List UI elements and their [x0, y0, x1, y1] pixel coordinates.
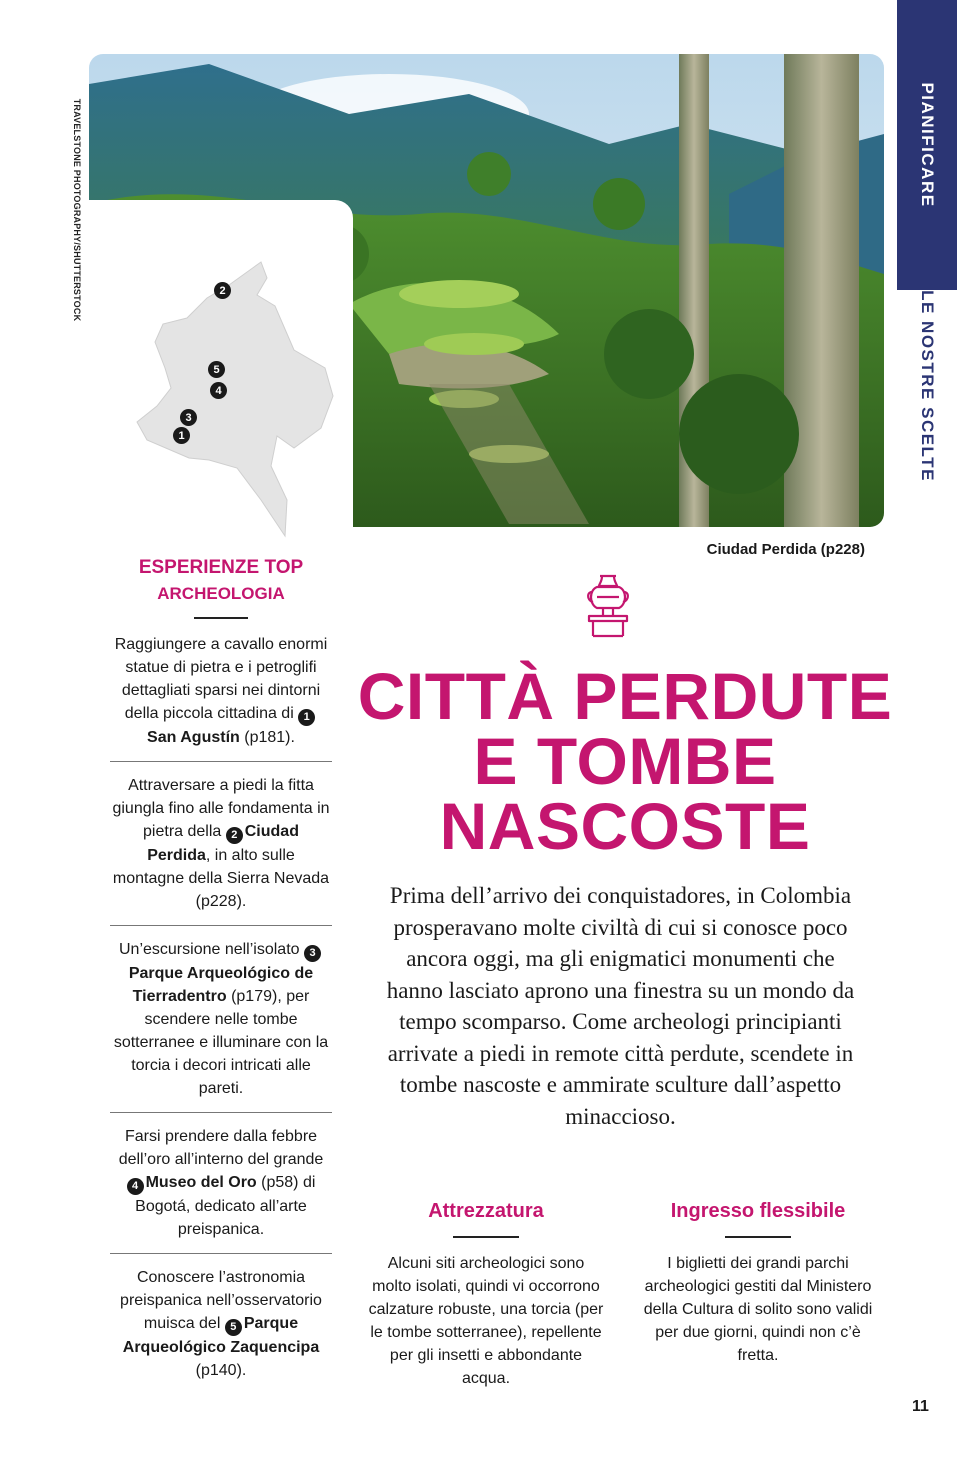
title-line: CITTÀ PERDUTE	[357, 659, 893, 733]
map-pin-3: 3	[180, 409, 197, 426]
box-text: Alcuni siti archeologici sono molto isolati, quindi vi occorrono calzature robuste, una torcia (per le tombe sotterranee), repellente per gli insetti e abbondante acqua.	[368, 1255, 604, 1387]
item-text-end: (p140).	[195, 1362, 247, 1379]
experience-item	[110, 1125, 332, 1254]
map-pin-2: 2	[214, 282, 231, 299]
experience-item	[110, 633, 332, 762]
box-title: Attrezzatura	[428, 1200, 544, 1222]
item-place: Ciudad Perdida	[147, 823, 299, 864]
section-label: PIANIFICARE	[918, 82, 937, 208]
map-pin-5: 5	[208, 361, 225, 378]
item-place: Museo del Oro	[145, 1174, 257, 1191]
item-text: Farsi prendere dalla febbre dell’oro all’interno del grande	[118, 1128, 324, 1168]
item-text-end: (p179), per scendere nelle tombe sotterranee e illuminare con la torcia i decori intricati alle pareti.	[113, 988, 329, 1097]
photo-credit: TRAVELSTONE PHOTOGRAPHY/SHUTTERSTOCK	[72, 98, 82, 322]
title-line: NASCOSTE	[439, 789, 811, 863]
number-badge: 1	[298, 709, 315, 726]
experiences-title: ESPERIENZE TOP	[138, 557, 304, 578]
divider	[725, 1236, 791, 1238]
item-text: Raggiungere a cavallo enormi statue di pietra e i petroglifi dettagliati sparsi nei dintorni della piccola cittadina di	[114, 636, 328, 722]
item-place: San Agustín	[147, 729, 240, 746]
page-title	[355, 659, 895, 863]
map-pin-4: 4	[210, 382, 227, 399]
experience-item	[110, 1266, 332, 1394]
item-text-end: (p181).	[244, 729, 295, 746]
box-text: I biglietti dei grandi parchi archeologici gestiti dal Ministero della Cultura di solito sono validi per due giorni, quindi non c’è fretta.	[643, 1255, 873, 1364]
number-badge: 2	[226, 827, 243, 844]
experience-item	[110, 938, 332, 1113]
experiences-subtitle: ARCHEOLOGIA	[157, 584, 285, 603]
item-place: Parque Arqueológico Zaquencipa	[122, 1315, 320, 1356]
title-line: E TOMBE	[473, 724, 777, 798]
divider	[194, 617, 248, 619]
photo-caption: Ciudad Perdida (p228)	[706, 541, 865, 558]
item-place: Parque Arqueológico de Tierradentro	[128, 965, 314, 1005]
subsection-label: LE NOSTRE SCELTE	[918, 290, 937, 482]
item-text: Conoscere l’astronomia preispanica nell’osservatorio muisca del	[120, 1269, 322, 1332]
number-badge: 5	[225, 1319, 242, 1336]
info-box-equipment	[366, 1198, 606, 1390]
item-text: Attraversare a piedi la fitta giungla fino alle fondamenta in pietra della	[112, 777, 330, 840]
number-badge: 3	[304, 945, 321, 962]
intro-paragraph: Prima dell’arrivo dei conquistadores, in Colombia prosperavano molte civiltà di cui si conosce poco ancora oggi, ma gli enigmatici monumenti che hanno lasciato aprono una finestra su un mondo da tempo scomparso. Come archeologi principianti arrivate a piedi in remote città perdute, scendete in tombe nascoste e ammirate sculture dall’aspetto minaccioso.	[386, 883, 855, 1129]
colombia-map	[89, 200, 353, 540]
box-title: Ingresso flessibile	[670, 1200, 846, 1222]
map-pin-1: 1	[173, 427, 190, 444]
section-tab	[897, 0, 957, 1474]
item-text-end: (p58) di Bogotá, dedicato all’arte preispanica.	[135, 1174, 316, 1238]
vase-icon	[583, 574, 633, 643]
item-text: Un’escursione nell’isolato	[119, 941, 300, 958]
page-number: 11	[912, 1398, 929, 1415]
experience-item	[110, 774, 332, 926]
item-text-end: , in alto sulle montagne della Sierra Nevada (p228).	[112, 847, 330, 910]
divider	[453, 1236, 519, 1238]
top-experiences	[110, 556, 332, 1406]
number-badge: 4	[127, 1178, 144, 1195]
info-box-admission	[637, 1198, 879, 1367]
